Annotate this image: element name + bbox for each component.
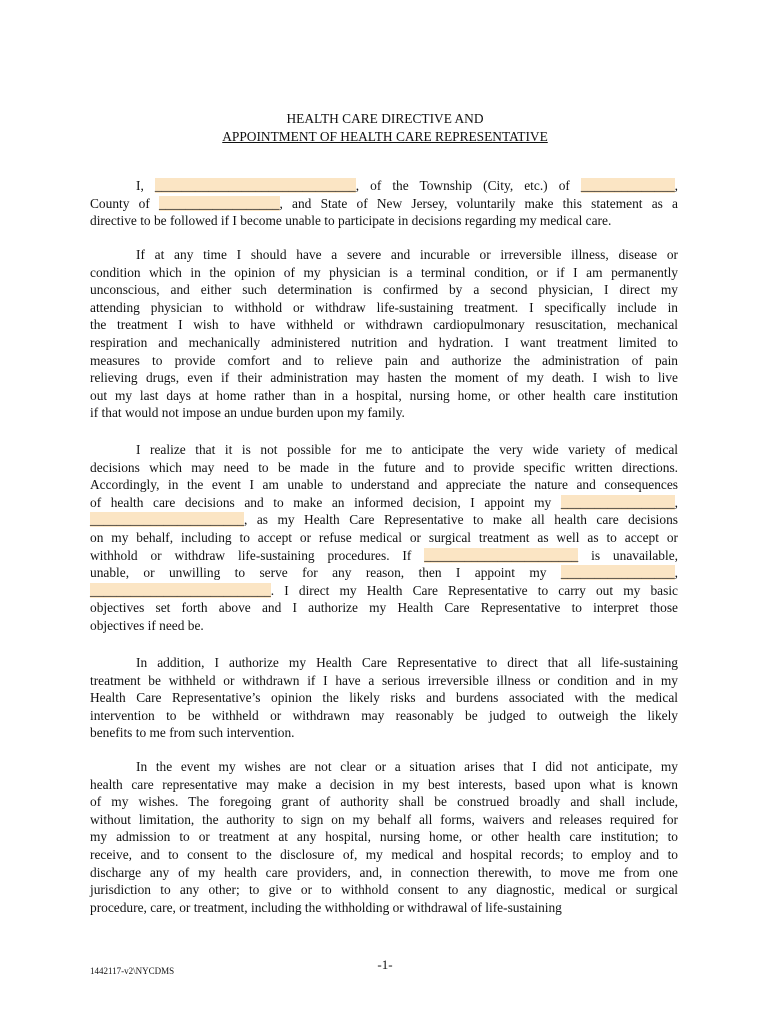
- paragraph-terminal-condition: [90, 246, 678, 422]
- paragraph-line: attending physician to withhold or withdraw life-sustaining treatment. I specifically include in: [90, 299, 678, 315]
- paragraph-authorization: [90, 654, 678, 742]
- document-id: 1442117-v2\NYCDMS: [90, 966, 175, 976]
- paragraph-line: treatment be withheld or withdrawn if I have a serious irreversible illness or condition and in my: [90, 672, 678, 688]
- paragraph-line: receive, and to consent to the disclosure of, my medical and hospital records; to employ and to: [90, 846, 678, 862]
- paragraph-line: condition which in the opinion of my physician is a terminal condition, or if I am permanently: [90, 264, 678, 280]
- paragraph-appointment: I realize that it is not possible for me to anticipate the very wide variety of medical decisions which may need to be made in the future and to provide specific written directions. Accordingly, in the event I am unable to understand and appreciate the nature and consequences of health care decisions and to make an informed decision, I appoint my _________________, _______________________, as my Health Care Representative to make all health care decisions on my behalf, including to accept or refuse medical or surgical treatment as well as to accept or withhold or withdraw life-sustaining procedures. If _______________________ is unavailable, unable, or unwilling to serve for any reason, then I appoint my _________________, ___________________________. I direct my Health Care Representative to carry out my basic objectives set forth above and I authorize my Health Care Representative to interpret those objectives if need be.: [90, 442, 678, 633]
- paragraph-line: respiration and mechanically administered nutrition and hydration. I want treatment limited to: [90, 334, 678, 350]
- county-field[interactable]: __________________: [158, 195, 280, 211]
- paragraph-line: If at any time I should have a severe and incurable or irreversible illness, disease or: [136, 247, 678, 262]
- paragraph-line: In addition, I authorize my Health Care Representative to direct that all life-sustaining: [136, 655, 678, 670]
- paragraph-unclear-wishes: [90, 758, 678, 916]
- paragraph-line: the treatment I wish to have withheld or withdrawn cardiopulmonary resuscitation, mechanical: [90, 317, 678, 333]
- paragraph-line: procedure, care, or treatment, including the withholding or withdrawal of life-sustaining: [90, 899, 562, 915]
- paragraph-line: without limitation, the authority to sign on my behalf all forms, waivers and releases required for: [90, 811, 678, 827]
- paragraph-line: of my wishes. The foregoing grant of authority shall be construed broadly and shall include,: [90, 794, 678, 810]
- paragraph-line: measures to provide comfort and to relieve pain and authorize the administration of pain: [90, 352, 678, 368]
- paragraph-line: my admission to or treatment at any hospital, nursing home, or other health care institution; to: [90, 829, 678, 845]
- paragraph-line: Health Care Representative’s opinion the likely risks and burdens associated with the medical: [90, 690, 678, 706]
- title-line-1: HEALTH CARE DIRECTIVE AND: [286, 111, 484, 126]
- township-field[interactable]: ______________: [580, 178, 675, 193]
- representative-unavailable-field[interactable]: _______________________: [424, 547, 579, 563]
- title-line-2: APPOINTMENT OF HEALTH CARE REPRESENTATIVE: [222, 129, 548, 144]
- representative-name-field-2[interactable]: _______________________: [90, 512, 244, 528]
- name-field[interactable]: ______________________________: [154, 178, 356, 193]
- paragraph-line: jurisdiction to any other; to give or to withhold consent to any diagnostic, medical or surgical: [90, 882, 678, 898]
- paragraph-line: In the event my wishes are not clear or a situation arises that I did not anticipate, my: [136, 759, 678, 774]
- paragraph-line: unconscious, and either such determination is confirmed by a second physician, I direct my: [90, 282, 678, 298]
- alternate-representative-field-1[interactable]: _________________: [560, 565, 675, 581]
- paragraph-declaration: I, ______________________________, of the Township (City, etc.) of ______________, County of __________________, and State of New Jersey, voluntarily make this statement as a directive to be followed if I become unable to participate in decisions regarding my medical care.: [90, 178, 678, 229]
- paragraph-line: relieving drugs, even if their administration may hasten the moment of my death. I wish to live: [90, 370, 678, 386]
- alternate-representative-field-2[interactable]: ___________________________: [90, 582, 271, 598]
- page-number: -1-: [377, 957, 393, 972]
- representative-name-field-1[interactable]: _________________: [560, 494, 675, 510]
- paragraph-line: if that would not impose an undue burden upon my family.: [90, 405, 405, 421]
- paragraph-line: intervention to be withheld or withdrawn may reasonably be judged to outweigh the likely: [90, 707, 678, 723]
- paragraph-line: out my last days at home rather than in a hospital, nursing home, or other health care institution: [90, 387, 678, 403]
- paragraph-line: benefits to me from such intervention.: [90, 725, 295, 741]
- paragraph-line: discharge any of my health care providers, and, in connection therewith, to move me from one: [90, 864, 678, 880]
- paragraph-line: health care representative may make a decision in my best interests, based upon what is known: [90, 776, 678, 792]
